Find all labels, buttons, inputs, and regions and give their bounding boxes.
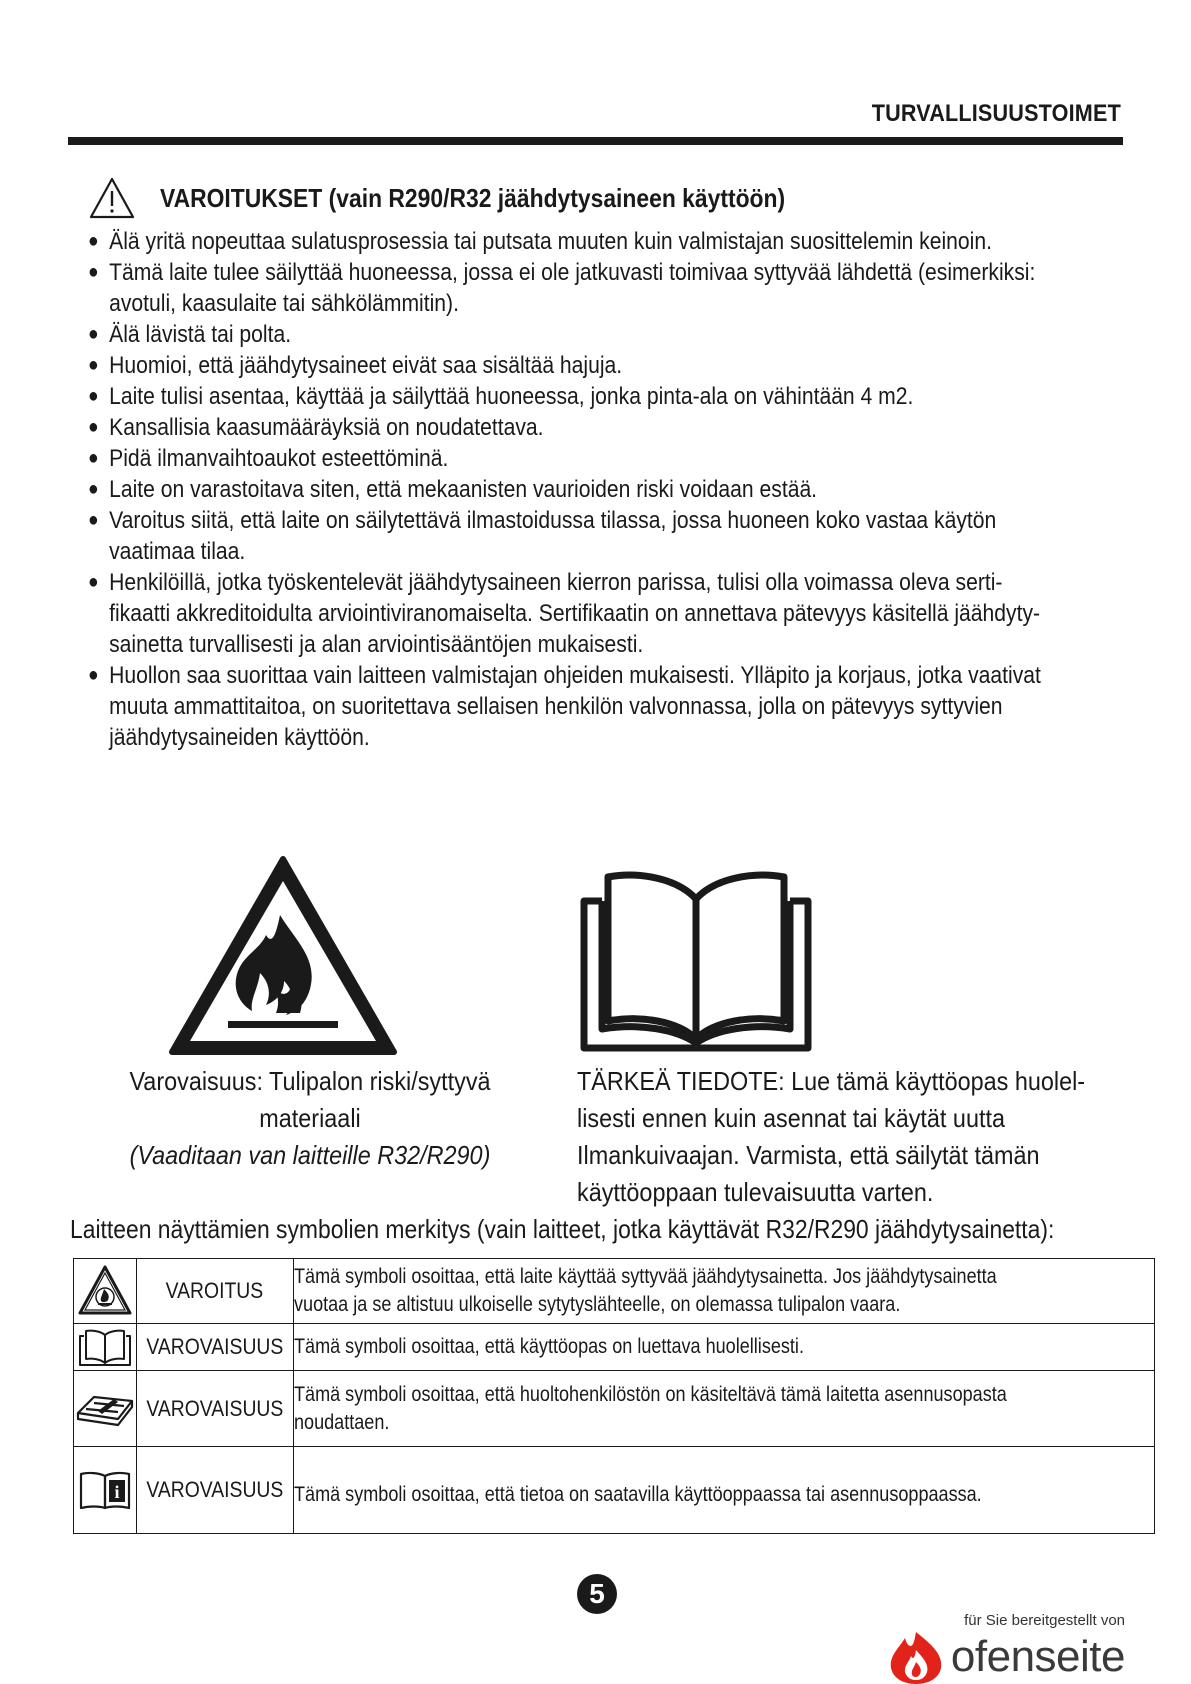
warnings-heading (88, 176, 870, 220)
header-divider (68, 137, 1123, 145)
symbol-label: VAROVAISUUS (146, 1334, 284, 1359)
fire-caption-line1: Varovaisuus: Tulipalon riski/syttyvä (129, 1066, 491, 1096)
symbol-description: noudattaen. (293, 1410, 390, 1434)
table-icon-cell (74, 1324, 137, 1371)
symbol-label: VAROVAISUUS (146, 1395, 284, 1421)
list-item: ● Pidä ilmanvaihtoaukot esteettöminä. (88, 443, 1139, 474)
read-manual-icon (77, 1327, 133, 1367)
warnings-list (88, 226, 1148, 753)
table-icon-cell (74, 1371, 137, 1447)
symbol-label: VAROVAISUUS (146, 1477, 284, 1502)
flame-logo-icon (887, 1630, 945, 1684)
list-item: ● Huollon saa suorittaa vain laitteen valmistajan ohjeiden mukaisesti. Ylläpito ja korjaus, jotka vaativat muuta ammattitaitoa, on suoritettava sellaisen henkilön valvonnassa, jolla on pätevyys syttyvien jäähdytysaineiden käyttöön. (88, 660, 1139, 753)
warnings-heading-text: VAROITUKSET (vain R290/R32 jäähdytysaineen käyttöön) (160, 182, 786, 213)
fire-caption-line2: materiaali (259, 1103, 361, 1133)
symbol-description: Tämä symboli osoittaa, että tietoa on saatavilla käyttöoppaassa tai asennusoppaassa. (293, 1483, 982, 1506)
fire-caption-note: (Vaaditaan van laitteille R32/R290) (129, 1140, 491, 1170)
book-caption-line: Ilmankuivaajan. Varmista, että säilytät tämän (577, 1140, 1040, 1170)
symbol-description: Tämä symboli osoittaa, että laite käyttää syttyvää jäähdytysainetta. Jos jäähdytysainetta (293, 1265, 997, 1288)
book-caption-line: lisesti ennen kuin asennat tai käytät uutta (577, 1103, 1005, 1133)
book-caption-line: TÄRKEÄ TIEDOTE: Lue tämä käyttöopas huolel- (577, 1066, 1086, 1096)
table-icon-cell (74, 1259, 137, 1324)
list-item: ● Älä yritä nopeuttaa sulatusprosessia tai putsata muuten kuin valmistajan suosittelemin keinoin. (88, 226, 1139, 257)
brand-name: ofenseite (950, 1632, 1125, 1681)
page-number: 5 (577, 1574, 617, 1614)
list-item: ● Tämä laite tulee säilyttää huoneessa, jossa ei ole jatkuvasti toimivaa syttyvää lähdettä (esimerkiksi: avotuli, kaasulaite tai sähkölämmitin). (88, 257, 1139, 319)
book-caption (577, 1063, 1157, 1211)
provided-by-text: für Sie bereitgestellt von (964, 1612, 1125, 1629)
flammable-warning-icon (168, 853, 398, 1058)
list-item: ● Varoitus siitä, että laite on säilytettävä ilmastoidussa tilassa, jossa huoneen koko vastaa käytön vaatimaa tilaa. (88, 505, 1139, 567)
table-row (74, 1259, 1155, 1324)
svg-text:i: i (114, 1482, 120, 1502)
symbols-table (73, 1258, 1155, 1534)
list-item: ● Älä lävistä tai polta. (88, 319, 1139, 350)
symbol-description: Tämä symboli osoittaa, että huoltohenkilöstön on käsiteltävä tämä laitetta asennusopasta (293, 1382, 1007, 1406)
symbol-description: vuotaa ja se altistuu ulkoiselle sytytyslähteelle, on olemassa tulipalon vaara. (293, 1293, 901, 1316)
info-manual-icon (77, 1470, 133, 1510)
table-row (74, 1447, 1155, 1534)
symbol-label: VAROITUS (166, 1278, 264, 1303)
book-caption-line: käyttöoppaan tulevaisuutta varten. (577, 1177, 934, 1207)
list-item: ● Huomioi, että jäähdytysaineet eivät saa sisältää hajuja. (88, 350, 1139, 381)
list-item: ● Henkilöillä, jotka työskentelevät jäähdytysaineen kierron parissa, tulisi olla voimassa oleva serti- fikaatti akkreditoidulta arviointiviranomaiselta. Sertifikaatin on annettava pätevyys käsitellä jäähdyty- sainetta turvallisesti ja alan arviointisääntöjen mukaisesti. (88, 567, 1139, 660)
table-row (74, 1324, 1155, 1371)
flammable-warning-icon (77, 1263, 133, 1319)
symbols-table-intro: Laitteen näyttämien symbolien merkitys (vain laitteet, jotka käyttävät R32/R290 jäähdytysainetta): (70, 1214, 1055, 1244)
list-item: ● Laite on varastoitava siten, että mekaanisten vaurioiden riski voidaan estää. (88, 474, 1139, 505)
brand-logo[interactable] (887, 1630, 1125, 1684)
fire-caption (100, 1063, 520, 1174)
table-row (74, 1371, 1155, 1447)
service-manual-icon (74, 1391, 136, 1427)
symbol-description: Tämä symboli osoittaa, että käyttöopas on luettava huolellisesti. (293, 1335, 804, 1358)
list-item: ● Laite tulisi asentaa, käyttää ja säilyttää huoneessa, jonka pinta-ala on vähintään 4 m2. (88, 381, 1139, 412)
list-item: ● Kansallisia kaasumääräyksiä on noudatettava. (88, 412, 1139, 443)
warning-triangle-icon (88, 176, 136, 220)
read-manual-icon (578, 853, 814, 1053)
table-icon-cell (74, 1447, 137, 1534)
page-section-title: TURVALLISUUSTOIMET (871, 100, 1121, 127)
